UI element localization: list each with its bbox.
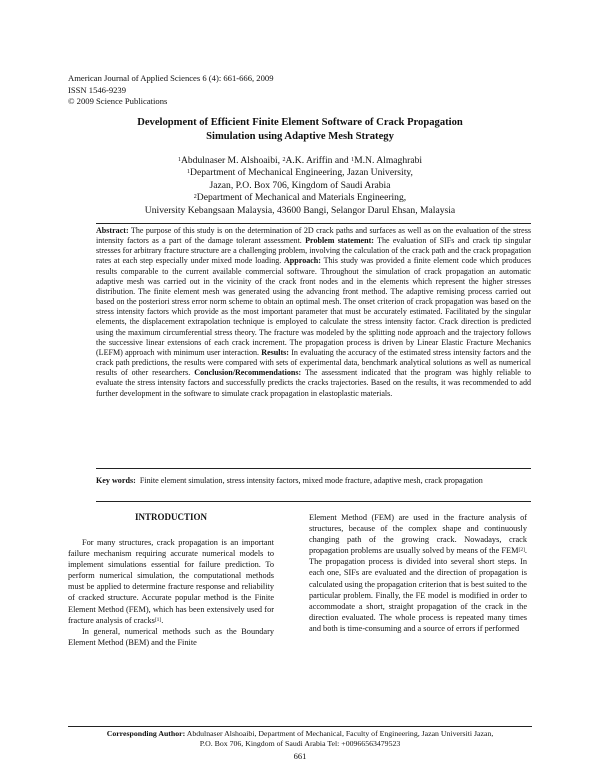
footer-rule	[68, 726, 532, 727]
paragraph-text: .	[161, 615, 164, 625]
paragraph-text: . The propagation process is divided into several short steps. In each one, SIFs are evaluated and the direction of propagation is calculated using the propagation criterion that is best suited to the particular problem. Finally, the FE model is modified in order to accommodate a short, straight propagation of the crack in the direction evaluated. The whole process is repeated many times and both is time-consuming and a source of errors if performed	[309, 546, 527, 633]
left-column	[68, 512, 274, 648]
paper-title	[90, 116, 510, 144]
title-line-2: Simulation using Adaptive Mesh Strategy	[206, 131, 394, 142]
issn: ISSN 1546-9239	[68, 84, 127, 95]
author-sup: 2	[282, 157, 286, 163]
keywords-text: Finite element simulation, stress intensity factors, mixed mode fracture, adaptive mesh, crack propagation	[139, 476, 483, 485]
abstract-label: Abstract:	[96, 226, 129, 235]
copyright: © 2009 Science Publications	[68, 96, 168, 106]
abstract-text: The evaluation of SIFs and crack tip singular stresses for arbitrary fracture structure are a challenging problem, involving the calculation of the crack path and the crack propagation rates at each step especially under mixed mode loading.	[96, 236, 531, 266]
affiliation-sup: 1	[187, 169, 191, 176]
intro-paragraph-2: In general, numerical methods such as the Boundary Element Method (BEM) and the Finite	[68, 626, 274, 647]
affiliation-sup: 2	[193, 194, 197, 201]
page-number: 661	[293, 751, 307, 761]
conclusion-label: Conclusion/Recommendations:	[194, 368, 302, 378]
author-sup: 1	[351, 157, 355, 163]
right-column	[309, 512, 527, 634]
keywords	[96, 476, 531, 487]
abstract-bottom-rule	[96, 468, 531, 469]
author-block	[70, 155, 530, 217]
abstract-text: This study was provided a finite element code which produces results comparable to the current available commercial software. Throughout the simulation of crack propagation an automatic adaptive mesh was carried out in the vicinity of the crack front nodes and in the elements which represent the higher stresses distribution. The finite element mesh was generated using the advancing front method. The adaptive remising process carried out based on the posteriori stress error norm scheme to obtain an optimal mesh. The onset criterion of crack propagation was based on the stress intensity factors which provide as the most important parameter that must be accurately estimated. Facilitated by the singular elements, the displacement extrapolation technique is employed to calculate the stress intensity factor. Crack direction is predicted using the maximum circumferential stress theory. The fracture was modeled by the splitting node approach and the trajectory follows the successive linear extensions of each crack increment. The propagation process is driven by Linear Elastic Fracture Mechanics (LEFM) approach with minimum user interaction.	[96, 256, 532, 357]
journal-header	[68, 73, 274, 108]
abstract-text: In evaluating the accuracy of the estimated stress intensity factors and the crack path predictions, the results were compared with sets of experimental data, benchmark analytical solutions as well as numerical results of other researchers.	[96, 347, 531, 378]
author-name: M.N. Almaghrabi	[354, 155, 423, 166]
problem-statement-label: Problem statement:	[305, 236, 374, 246]
abstract-top-rule	[96, 223, 531, 224]
citation-ref: [1]	[154, 616, 162, 623]
keywords-label: Key words:	[96, 476, 136, 485]
affiliation-1	[70, 167, 530, 179]
intro-heading: INTRODUCTION	[134, 512, 207, 522]
affiliation-1-address: Jazan, P.O. Box 706, Kingdom of Saudi Arabia	[209, 179, 391, 191]
abstract-text: The purpose of this study is on the determination of 2D crack paths and surfaces as well as on the evaluation of the stress intensity factors as a part of the damage tolerant assessment.	[96, 226, 531, 246]
title-line-1: Development of Efficient Finite Element Software of Crack Propagation	[137, 117, 463, 128]
affiliation-line: Department of Mechanical Engineering, Jazan University,	[190, 167, 413, 179]
author-name: A.K. Ariffin and	[285, 155, 352, 166]
intro-paragraph-1	[68, 537, 274, 626]
corresponding-author-label: Corresponding Author:	[106, 729, 186, 738]
intro-paragraph-continued	[309, 512, 527, 634]
paragraph-text: For many structures, crack propagation is an important failure mechanism requiring accurate numerical models to implement simulations essential for failure prediction. To perform numerical simulation, the computational methods must be applied to determine fracture response and reliability of cracked structure. Accurate popular method is the Finite Element Method (FEM), which has been extensively used for fracture analysis of cracks	[68, 538, 274, 625]
affiliation-2-address: University Kebangsaan Malaysia, 43600 Bangi, Selangor Darul Ehsan, Malaysia	[144, 204, 456, 216]
keywords-bottom-rule	[96, 501, 531, 502]
affiliation-line: Department of Mechanical and Materials Engineering,	[196, 192, 407, 204]
results-label: Results:	[261, 347, 289, 357]
abstract	[96, 226, 531, 399]
journal-citation: American Journal of Applied Sciences 6 (4): 661-666, 2009	[68, 73, 274, 83]
corresponding-author	[68, 729, 532, 749]
affiliation-2	[70, 192, 530, 204]
approach-label: Approach:	[284, 256, 321, 266]
author-names	[70, 155, 530, 167]
author-name: Abdulnaser M. Alshoaibi,	[180, 155, 283, 166]
author-sup: 1	[177, 157, 181, 163]
citation-ref: [2]	[518, 547, 525, 554]
abstract-text: The assessment indicated that the program was highly reliable to evaluate the stress intensity factors and successfully predicts the cracks trajectories. Based on the results, it was recommended to add further development in the software to simulate crack propagation in elastoplastic materials.	[96, 368, 531, 398]
paragraph-text: Element Method (FEM) are used in the fracture analysis of structures, because of the complex shape and continuously changing path of the growing crack. Nowadays, crack propagation problems are usually solved by means of the FEM	[309, 513, 527, 556]
footer-line-1	[68, 729, 532, 739]
footer-text: Abdulnaser Alshoaibi, Department of Mechanical, Faculty of Engineering, Jazan Universiti Jazan,	[185, 729, 494, 738]
footer-line-2: P.O. Box 706, Kingdom of Saudi Arabia Tel: +00966563479523	[199, 738, 401, 748]
